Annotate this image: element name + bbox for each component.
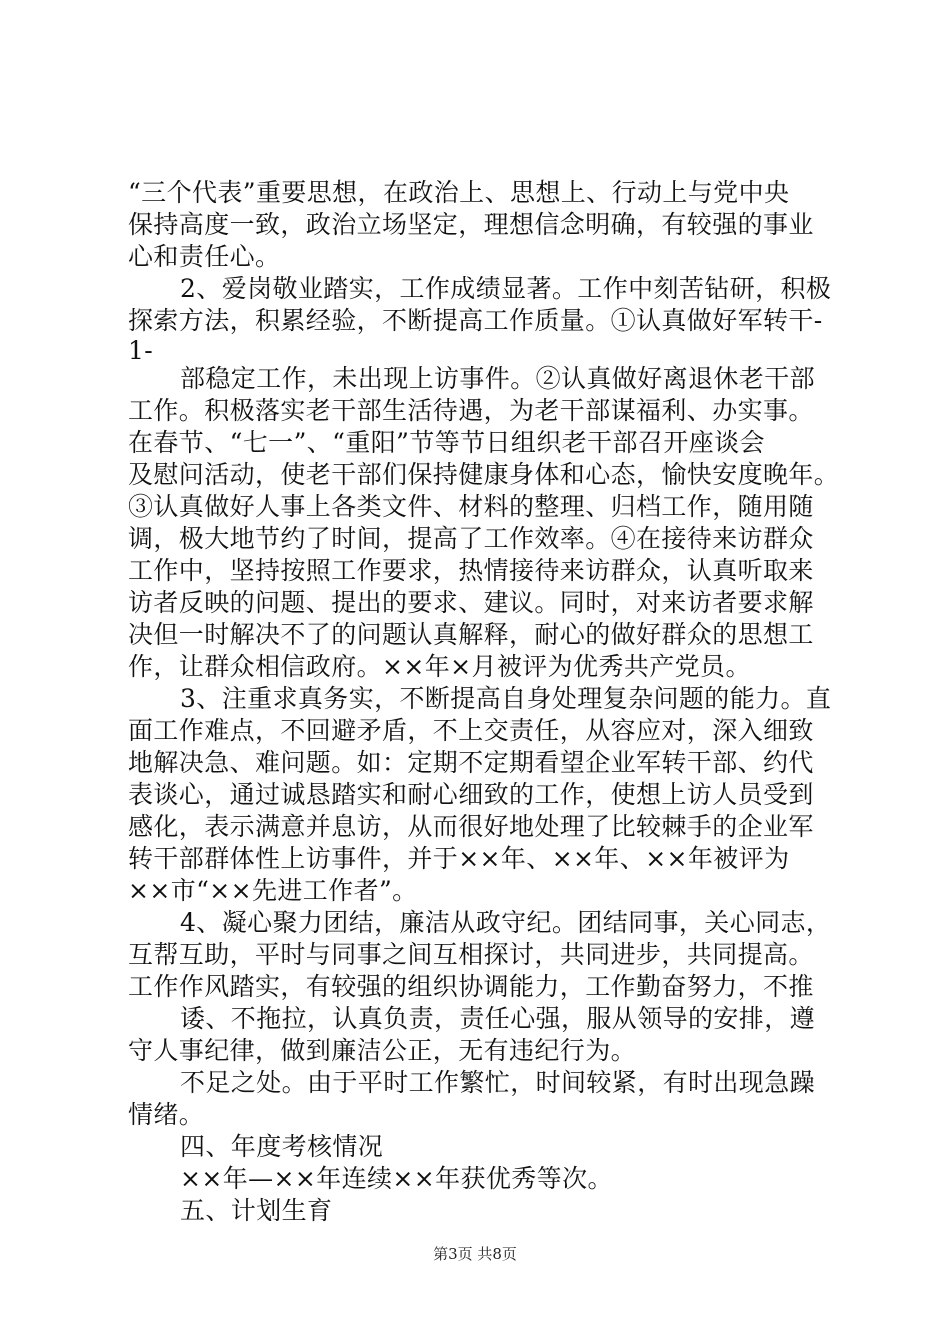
text-line: 部稳定工作，未出现上访事件。②认真做好离退休老干部 xyxy=(180,364,816,393)
text-line: 地解决急、难问题。如：定期不定期看望企业军转干部、约代 xyxy=(128,748,814,777)
text-line: 情绪。 xyxy=(128,1100,205,1129)
text-line: 及慰问活动，使老干部们保持健康身体和心态，愉快安度晚年。 xyxy=(128,460,840,489)
section-heading: 五、计划生育 xyxy=(180,1196,333,1225)
page-break-marker: 1- xyxy=(128,336,154,365)
paragraph-start-line: 3、注重求真务实，不断提高自身处理复杂问题的能力。直 xyxy=(180,684,832,713)
text-line: 表谈心，通过诚恳踏实和耐心细致的工作，使想上访人员受到 xyxy=(128,780,814,809)
text-line: 互帮互助，平时与同事之间互相探讨，共同进步，共同提高。 xyxy=(128,940,814,969)
text-line: “三个代表”重要思想，在政治上、思想上、行动上与党中央 xyxy=(128,178,790,207)
text-line: 感化，表示满意并息访，从而很好地处理了比较棘手的企业军 xyxy=(128,812,814,841)
text-line: 探索方法，积累经验，不断提高工作质量。①认真做好军转干- xyxy=(128,306,823,335)
text-line: 转干部群体性上访事件，并于××年、××年、××年被评为 xyxy=(128,844,790,873)
text-line: 守人事纪律，做到廉洁公正，无有违纪行为。 xyxy=(128,1036,637,1065)
text-line: 面工作难点，不回避矛盾，不上交责任，从容应对，深入细致 xyxy=(128,716,814,745)
paragraph-start-line: 不足之处。由于平时工作繁忙，时间较紧，有时出现急躁 xyxy=(180,1068,816,1097)
text-line: 调，极大地节约了时间，提高了工作效率。④在接待来访群众 xyxy=(128,524,814,553)
page-number-footer: 第3页 共8页 xyxy=(433,1245,517,1263)
text-line: 保持高度一致，政治立场坚定，理想信念明确，有较强的事业 xyxy=(128,210,814,239)
text-line: 工作。积极落实老干部生活待遇，为老干部谋福利、办实事。 xyxy=(128,396,814,425)
section-heading: 四、年度考核情况 xyxy=(180,1132,384,1161)
text-line: 在春节、“七一”、“重阳”节等节日组织老干部召开座谈会 xyxy=(128,428,765,457)
text-line: 决但一时解决不了的问题认真解释，耐心的做好群众的思想工 xyxy=(128,620,814,649)
text-line: ××市“××先进工作者”。 xyxy=(128,876,418,905)
text-line: 工作中，坚持按照工作要求，热情接待来访群众，认真听取来 xyxy=(128,556,814,585)
text-line: 诿、不拖拉，认真负责，责任心强，服从领导的安排，遵 xyxy=(180,1004,816,1033)
text-line: 作，让群众相信政府。××年×月被评为优秀共产党员。 xyxy=(128,652,751,681)
text-line: 访者反映的问题、提出的要求、建议。同时，对来访者要求解 xyxy=(128,588,814,617)
paragraph-start-line: 2、爱岗敬业踏实，工作成绩显著。工作中刻苦钻研，积极 xyxy=(180,274,832,303)
text-line: 心和责任心。 xyxy=(128,242,281,271)
text-line: ××年—××年连续××年获优秀等次。 xyxy=(180,1164,613,1193)
text-line: 工作作风踏实，有较强的组织协调能力，工作勤奋努力，不推 xyxy=(128,972,814,1001)
paragraph-start-line: 4、凝心聚力团结，廉洁从政守纪。团结同事，关心同志， xyxy=(180,908,832,937)
text-line: ③认真做好人事上各类文件、材料的整理、归档工作，随用随 xyxy=(128,492,814,521)
